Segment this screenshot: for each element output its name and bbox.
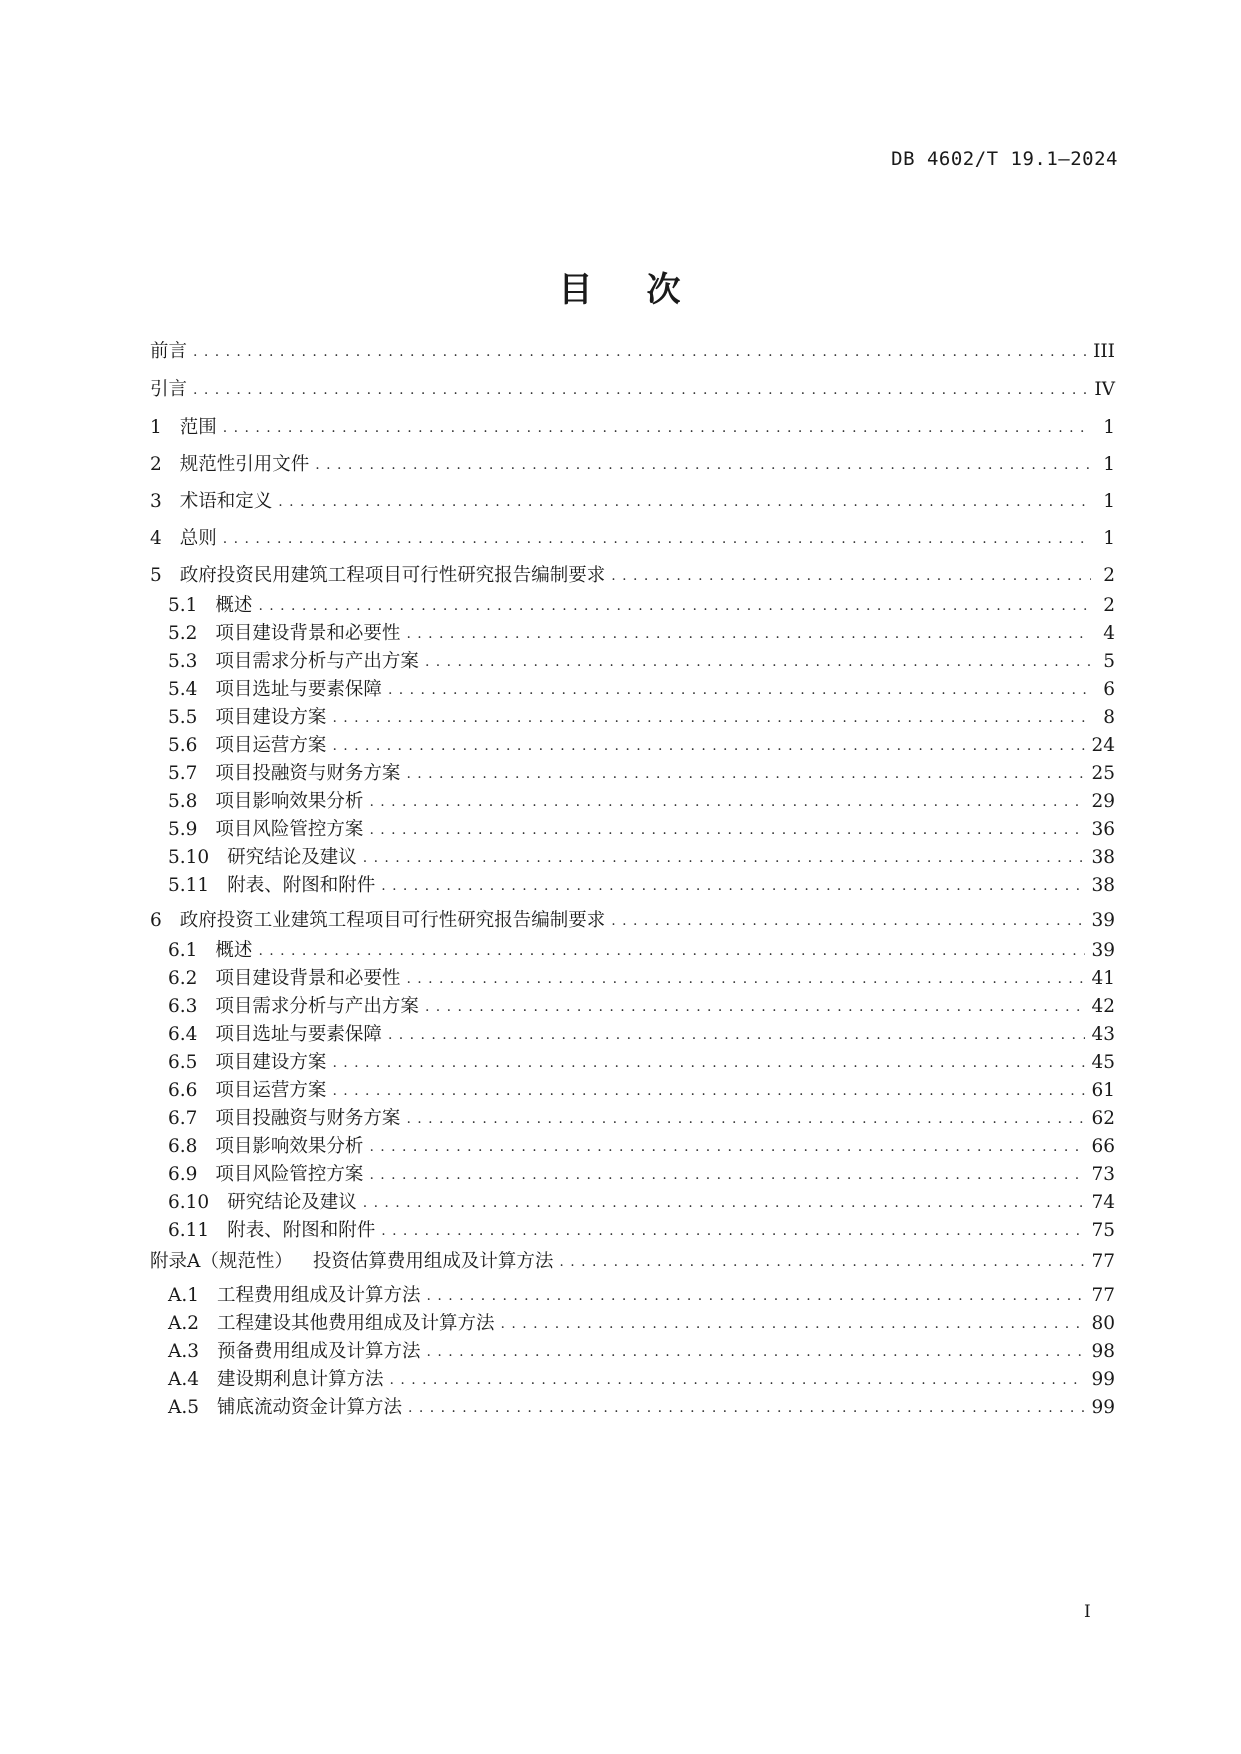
toc-entry-number: 6.8	[168, 1136, 198, 1157]
toc-leader-dots	[406, 619, 1091, 649]
toc-leader-dots	[381, 1216, 1085, 1246]
toc-entry-number: 1	[150, 417, 162, 438]
toc-entry-page: 98	[1091, 1341, 1115, 1362]
toc-leader-dots	[408, 1393, 1085, 1423]
toc-entry[interactable]	[168, 1048, 1115, 1078]
toc-entry[interactable]	[168, 1309, 1115, 1339]
toc-entry[interactable]	[150, 337, 1115, 367]
toc-entry-number: 5.11	[168, 875, 210, 896]
toc-leader-dots	[427, 1337, 1086, 1367]
toc-entry-label: 项目影响效果分析	[215, 1136, 364, 1157]
toc-leader-dots	[258, 936, 1085, 966]
toc-leader-dots	[363, 843, 1086, 873]
toc-entry[interactable]	[150, 906, 1115, 936]
toc-entry[interactable]	[150, 487, 1115, 517]
toc-entry-label: 投资估算费用组成及计算方法	[312, 1251, 554, 1272]
toc-entry-page: 74	[1091, 1192, 1115, 1213]
table-of-contents	[150, 0, 1115, 1754]
toc-leader-dots	[425, 647, 1091, 677]
toc-entry-label: 研究结论及建议	[227, 1192, 357, 1213]
toc-entry-label: 预备费用组成及计算方法	[217, 1341, 421, 1362]
toc-entry-page: 29	[1091, 791, 1115, 812]
toc-entry-number: 5.2	[168, 623, 198, 644]
toc-entry-page: 77	[1091, 1285, 1115, 1306]
toc-entry[interactable]	[150, 561, 1115, 591]
toc-leader-dots	[501, 1309, 1086, 1339]
toc-entry-page: 42	[1091, 996, 1115, 1017]
toc-entry-number: 5.3	[168, 651, 198, 672]
toc-entry-page: 45	[1091, 1052, 1115, 1073]
toc-entry-page: 38	[1091, 847, 1115, 868]
toc-leader-dots	[258, 591, 1091, 621]
toc-leader-dots	[559, 1247, 1085, 1277]
toc-entry-number: 6.2	[168, 968, 198, 989]
toc-leader-dots	[363, 1188, 1086, 1218]
toc-entry-number: 5.7	[168, 763, 198, 784]
toc-entry[interactable]	[168, 647, 1115, 677]
toc-entry-page: 6	[1103, 679, 1115, 700]
toc-entry[interactable]	[168, 936, 1115, 966]
toc-entry-number: 6.4	[168, 1024, 198, 1045]
toc-entry[interactable]	[168, 1188, 1115, 1218]
toc-entry-page: 1	[1103, 417, 1115, 438]
toc-leader-dots	[369, 1160, 1085, 1190]
doc-code: DB 4602/T 19.1—2024	[891, 148, 1118, 170]
toc-entry-number: 5.6	[168, 735, 198, 756]
toc-entry-page: 73	[1091, 1164, 1115, 1185]
toc-entry-page: 39	[1091, 940, 1115, 961]
toc-entry-number: 6.1	[168, 940, 198, 961]
toc-entry-number: 6.9	[168, 1164, 198, 1185]
toc-entry-page: 99	[1091, 1397, 1115, 1418]
toc-entry-page: 99	[1091, 1369, 1115, 1390]
toc-entry-label: 工程建设其他费用组成及计算方法	[217, 1313, 495, 1334]
toc-entry-label: 规范性引用文件	[179, 454, 310, 475]
toc-leader-dots	[388, 1020, 1086, 1050]
toc-entry-label: 项目投融资与财务方案	[215, 763, 401, 784]
toc-entry-page: 1	[1103, 491, 1115, 512]
toc-entry-number: 6.5	[168, 1052, 198, 1073]
toc-entry[interactable]	[168, 871, 1115, 901]
toc-entry-label: 附表、附图和附件	[227, 1220, 376, 1241]
toc-entry-label: 附表、附图和附件	[227, 875, 376, 896]
toc-leader-dots	[425, 992, 1086, 1022]
toc-entry-number: 6.10	[168, 1192, 210, 1213]
toc-entry[interactable]	[168, 759, 1115, 789]
toc-entry-page: 77	[1091, 1251, 1115, 1272]
toc-leader-dots	[332, 1048, 1085, 1078]
toc-entry[interactable]	[168, 1160, 1115, 1190]
toc-leader-dots	[611, 561, 1091, 591]
toc-leader-dots	[278, 487, 1091, 517]
toc-entry-number: 5.8	[168, 791, 198, 812]
toc-entry[interactable]	[168, 703, 1115, 733]
toc-entry-label: 概述	[215, 940, 253, 961]
toc-entry[interactable]	[168, 1132, 1115, 1162]
toc-entry[interactable]	[168, 675, 1115, 705]
toc-leader-dots	[369, 815, 1085, 845]
toc-leader-dots	[369, 1132, 1085, 1162]
toc-leader-dots	[381, 871, 1085, 901]
toc-entry[interactable]	[150, 375, 1115, 405]
toc-entry-label: 项目建设背景和必要性	[215, 623, 401, 644]
toc-entry-number: 5.9	[168, 819, 198, 840]
toc-leader-dots	[369, 787, 1085, 817]
toc-entry-label: 研究结论及建议	[227, 847, 357, 868]
toc-entry[interactable]	[168, 1337, 1115, 1367]
toc-entry[interactable]	[150, 1247, 1115, 1277]
toc-leader-dots	[223, 413, 1091, 443]
toc-entry[interactable]	[168, 1281, 1115, 1311]
toc-entry-page: 1	[1103, 454, 1115, 475]
toc-entry-number: 6.7	[168, 1108, 198, 1129]
toc-entry-page: 61	[1091, 1080, 1115, 1101]
toc-entry-label: 政府投资工业建筑工程项目可行性研究报告编制要求	[179, 910, 606, 931]
toc-entry-number: 6.6	[168, 1080, 198, 1101]
toc-entry[interactable]	[168, 992, 1115, 1022]
footer-page-number: I	[1084, 1602, 1091, 1622]
toc-entry[interactable]	[168, 1020, 1115, 1050]
toc-entry-page: 75	[1091, 1220, 1115, 1241]
toc-entry-page: 5	[1103, 651, 1115, 672]
toc-entry-number: 5.1	[168, 595, 198, 616]
toc-entry-label: 概述	[215, 595, 253, 616]
toc-entry-number: 4	[150, 528, 162, 549]
toc-leader-dots	[315, 450, 1091, 480]
toc-entry-page: 62	[1091, 1108, 1115, 1129]
toc-entry-label: 前言	[150, 341, 188, 362]
toc-entry-number: 附录A（规范性）	[150, 1251, 293, 1272]
toc-entry-number: A.1	[168, 1285, 200, 1306]
toc-entry-label: 项目建设背景和必要性	[215, 968, 401, 989]
toc-leader-dots	[223, 524, 1091, 554]
toc-entry-number: 6.11	[168, 1220, 210, 1241]
toc-entry-label: 建设期利息计算方法	[217, 1369, 384, 1390]
toc-entry-page: 4	[1103, 623, 1115, 644]
toc-entry-page: 80	[1091, 1313, 1115, 1334]
toc-entry-page: 2	[1103, 565, 1115, 586]
toc-entry-page: 39	[1091, 910, 1115, 931]
title-char-2: 次	[646, 270, 683, 310]
toc-entry[interactable]	[168, 787, 1115, 817]
toc-entry-number: 2	[150, 454, 162, 475]
toc-leader-dots	[406, 964, 1085, 994]
toc-entry[interactable]	[150, 450, 1115, 480]
toc-entry-number: 3	[150, 491, 162, 512]
toc-entry-page: 8	[1103, 707, 1115, 728]
toc-entry-label: 总则	[179, 528, 217, 549]
toc-entry-number: A.5	[168, 1397, 200, 1418]
toc-entry-label: 项目风险管控方案	[215, 819, 364, 840]
toc-entry-label: 铺底流动资金计算方法	[217, 1397, 403, 1418]
toc-leader-dots	[390, 1365, 1086, 1395]
toc-entry-label: 项目风险管控方案	[215, 1164, 364, 1185]
toc-entry-label: 项目影响效果分析	[215, 791, 364, 812]
toc-leader-dots	[332, 703, 1091, 733]
toc-entry-label: 术语和定义	[179, 491, 273, 512]
toc-entry-label: 项目建设方案	[215, 707, 327, 728]
toc-leader-dots	[427, 1281, 1086, 1311]
toc-entry[interactable]	[168, 815, 1115, 845]
toc-entry-page: 41	[1091, 968, 1115, 989]
toc-entry-label: 项目选址与要素保障	[215, 1024, 382, 1045]
toc-entry-label: 项目需求分析与产出方案	[215, 651, 419, 672]
toc-entry[interactable]	[168, 1104, 1115, 1134]
toc-entry[interactable]	[168, 1216, 1115, 1246]
toc-entry-label: 项目投融资与财务方案	[215, 1108, 401, 1129]
toc-entry-label: 引言	[150, 379, 188, 400]
title-char-1: 目	[558, 270, 595, 310]
toc-entry-label: 工程费用组成及计算方法	[217, 1285, 421, 1306]
toc-entry[interactable]	[168, 591, 1115, 621]
toc-entry-page: 43	[1091, 1024, 1115, 1045]
toc-entry[interactable]	[150, 413, 1115, 443]
toc-leader-dots	[611, 906, 1085, 936]
toc-entry[interactable]	[168, 843, 1115, 873]
toc-entry-page: III	[1093, 341, 1115, 362]
toc-entry-page: IV	[1094, 379, 1115, 400]
toc-entry-label: 项目运营方案	[215, 1080, 327, 1101]
toc-entry-number: 5.5	[168, 707, 198, 728]
toc-entry-page: 2	[1103, 595, 1115, 616]
toc-entry-label: 项目建设方案	[215, 1052, 327, 1073]
toc-entry-page: 66	[1091, 1136, 1115, 1157]
toc-entry-label: 政府投资民用建筑工程项目可行性研究报告编制要求	[179, 565, 606, 586]
toc-entry-label: 范围	[179, 417, 217, 438]
toc-entry[interactable]	[168, 1365, 1115, 1395]
toc-entry-number: 5.10	[168, 847, 210, 868]
toc-entry[interactable]	[168, 1393, 1115, 1423]
toc-leader-dots	[406, 1104, 1085, 1134]
toc-entry-number: 5	[150, 565, 162, 586]
toc-leader-dots	[193, 375, 1088, 405]
toc-entry[interactable]	[168, 731, 1115, 761]
toc-entry[interactable]	[150, 524, 1115, 554]
toc-entry-number: 6.3	[168, 996, 198, 1017]
toc-entry-page: 38	[1091, 875, 1115, 896]
toc-entry-label: 项目运营方案	[215, 735, 327, 756]
toc-entry-number: A.4	[168, 1369, 200, 1390]
toc-entry[interactable]	[168, 619, 1115, 649]
toc-leader-dots	[332, 731, 1085, 761]
toc-entry-number: A.3	[168, 1341, 200, 1362]
toc-entry-page: 24	[1091, 735, 1115, 756]
toc-leader-dots	[193, 337, 1087, 367]
toc-entry-label: 项目选址与要素保障	[215, 679, 382, 700]
toc-entry[interactable]	[168, 964, 1115, 994]
toc-leader-dots	[406, 759, 1085, 789]
toc-entry-page: 1	[1103, 528, 1115, 549]
toc-entry[interactable]	[168, 1076, 1115, 1106]
toc-leader-dots	[332, 1076, 1085, 1106]
toc-entry-page: 36	[1091, 819, 1115, 840]
toc-entry-number: A.2	[168, 1313, 200, 1334]
toc-entry-label: 项目需求分析与产出方案	[215, 996, 419, 1017]
toc-leader-dots	[388, 675, 1091, 705]
toc-entry-page: 25	[1091, 763, 1115, 784]
toc-entry-number: 5.4	[168, 679, 198, 700]
toc-entry-number: 6	[150, 910, 162, 931]
